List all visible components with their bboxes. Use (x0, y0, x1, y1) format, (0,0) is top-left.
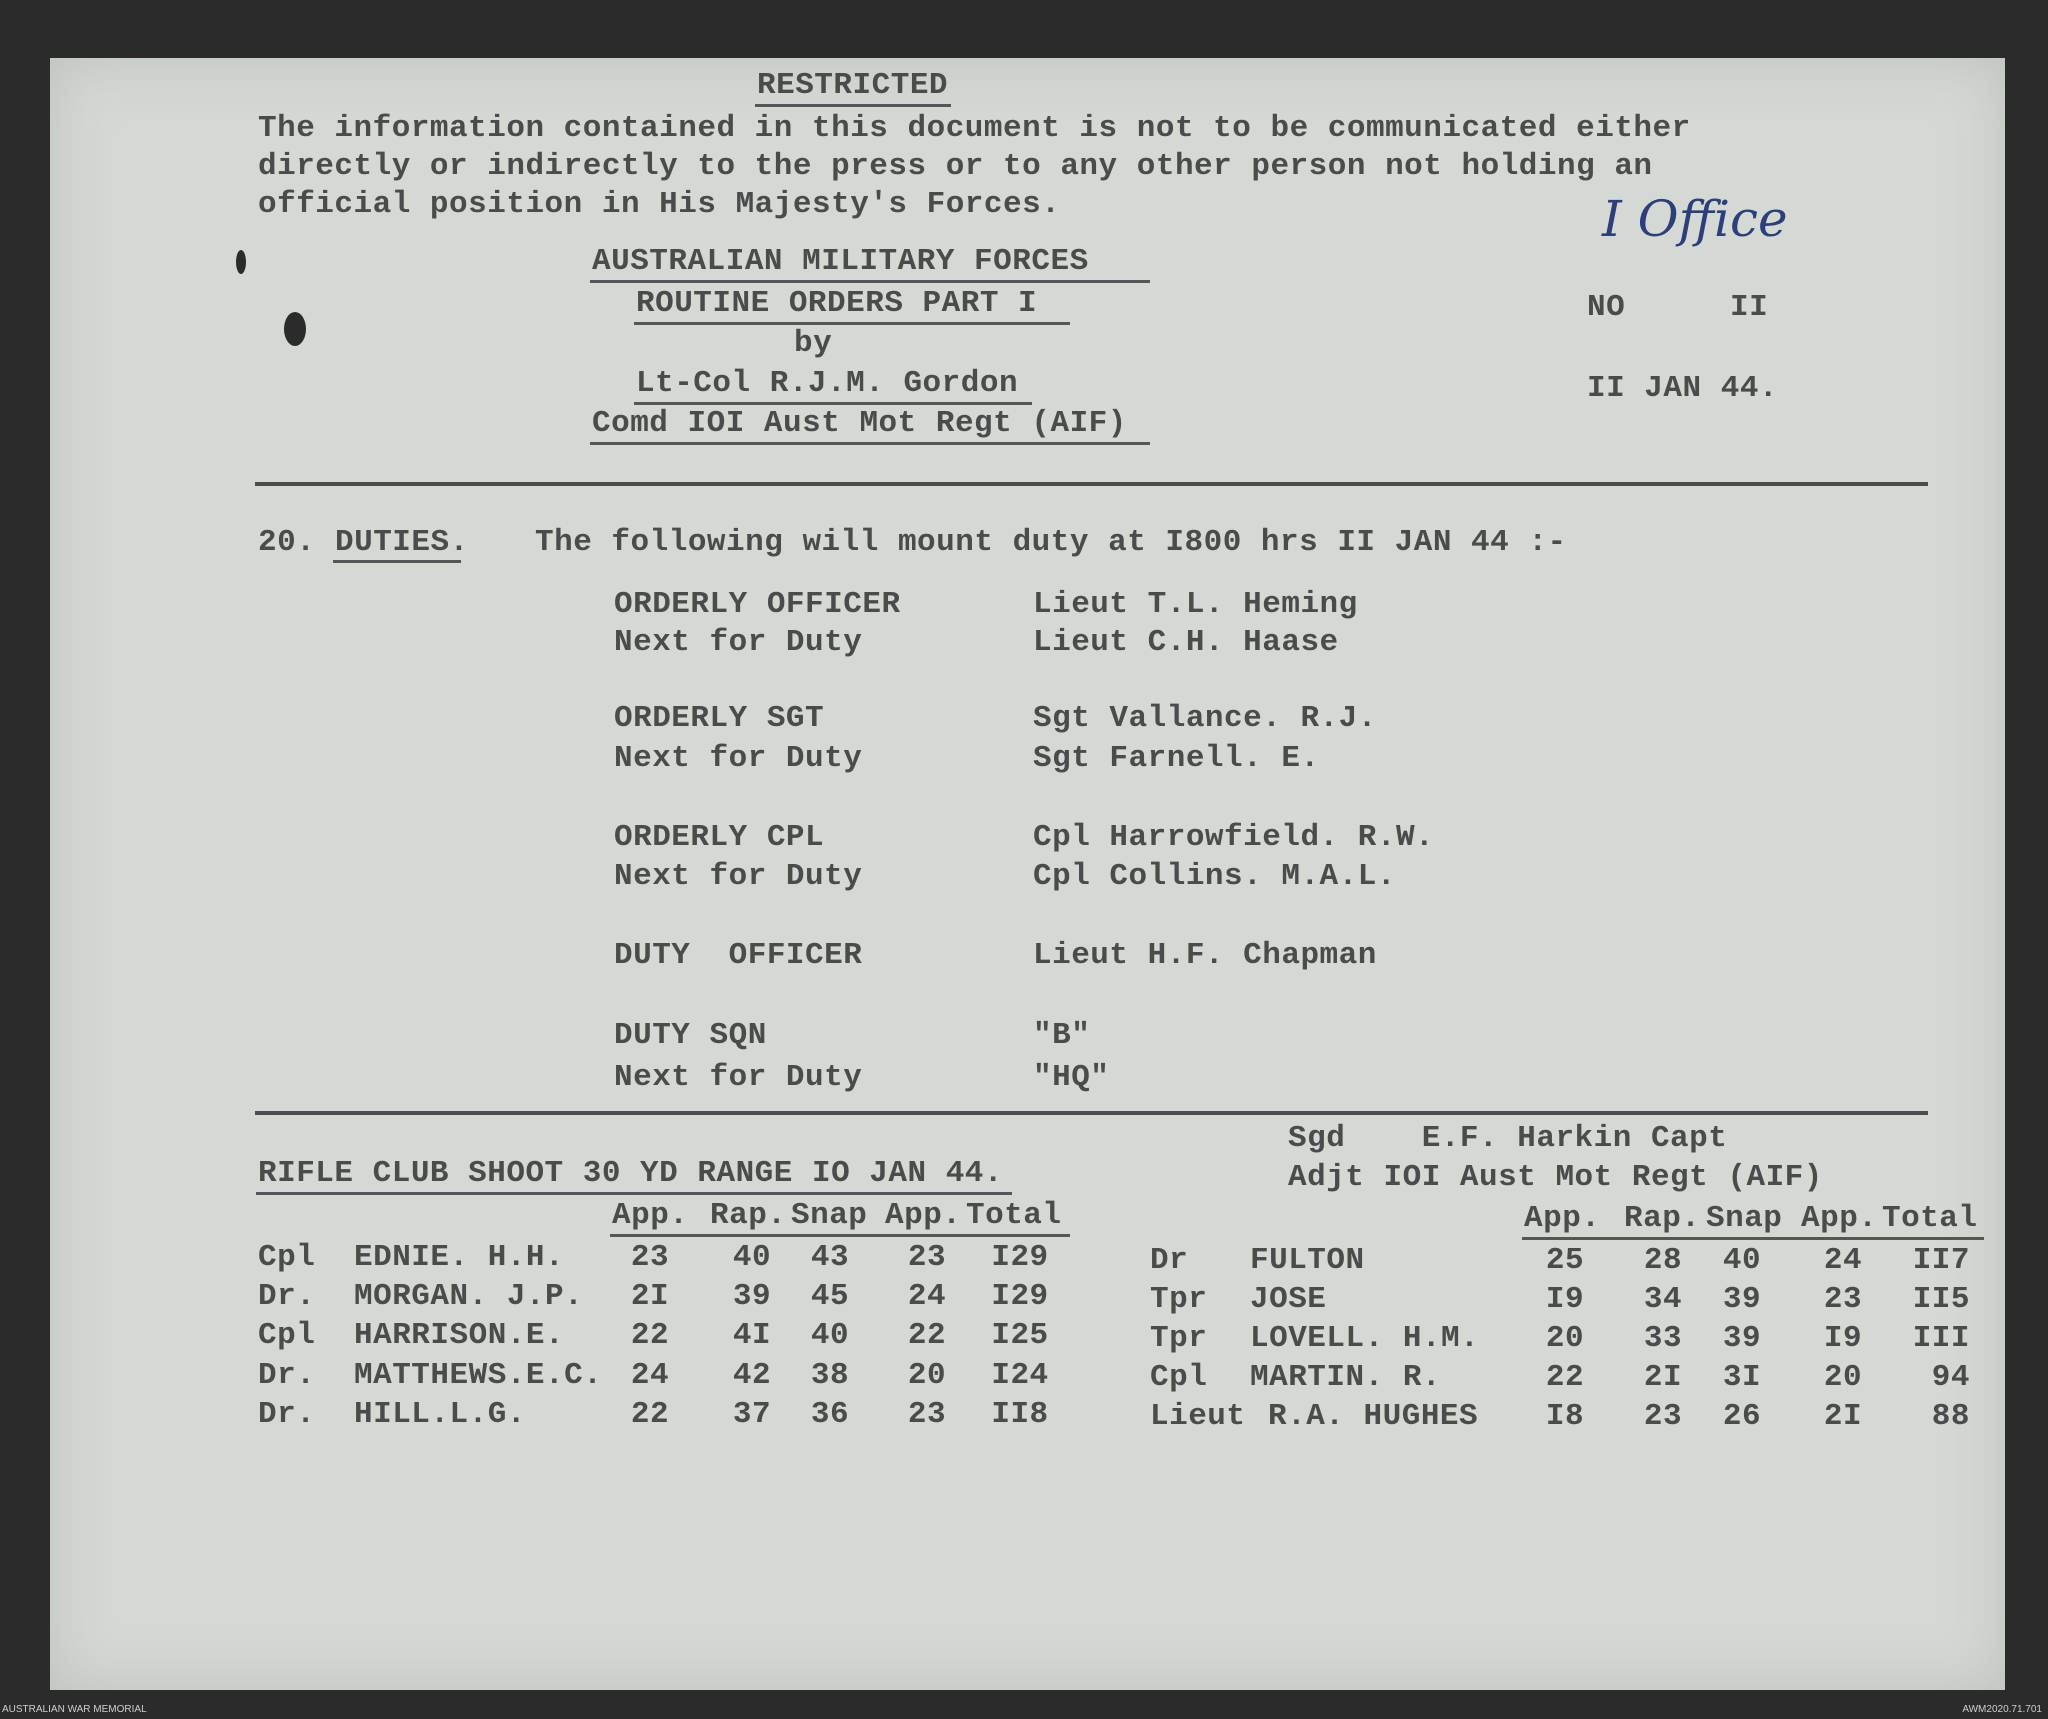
shooter-rank: Dr. (258, 1279, 316, 1314)
duty-role: Next for Duty (614, 1060, 863, 1095)
shooter-rank: Cpl (258, 1240, 316, 1275)
score-snap: 40 (810, 1318, 850, 1353)
notice-line-2: directly or indirectly to the press or to any other person not holding an (258, 149, 1653, 184)
order-date: II JAN 44. (1587, 371, 1779, 406)
score-app2: 24 (1823, 1243, 1863, 1278)
signature-line-1: Sgd E.F. Harkin Capt (1288, 1121, 1728, 1156)
shooter-rank: Cpl (1150, 1360, 1208, 1395)
score-rap: 4I (732, 1318, 772, 1353)
score-rap: 2I (1643, 1360, 1683, 1395)
rifle-column-header: Total (966, 1198, 1062, 1233)
rifle-heading-underline (256, 1192, 1012, 1195)
score-snap: 36 (810, 1397, 850, 1432)
duties-number: 20. (258, 525, 316, 560)
duties-heading: DUTIES. (335, 525, 469, 560)
punch-hole (236, 250, 246, 274)
duties-intro: The following will mount duty at I800 hrs II JAN 44 :- (535, 525, 1567, 560)
score-app: 23 (630, 1240, 670, 1275)
score-snap: 39 (1722, 1321, 1762, 1356)
shooter-rank: Tpr (1150, 1321, 1208, 1356)
duty-role: DUTY SQN (614, 1018, 767, 1053)
score-total: 88 (1931, 1399, 1970, 1434)
shooter-name: MORGAN. J.P. (354, 1279, 584, 1314)
score-rap: 37 (732, 1397, 772, 1432)
duty-role: ORDERLY CPL (614, 820, 825, 855)
duty-name: Cpl Harrowfield. R.W. (1033, 820, 1435, 855)
score-app2: 23 (1823, 1282, 1863, 1317)
score-rap: 40 (732, 1240, 772, 1275)
divider-top (255, 482, 1928, 486)
score-total: II8 (991, 1397, 1049, 1432)
shooter-rank: Dr. (258, 1358, 316, 1393)
score-total: 94 (1931, 1360, 1970, 1395)
signature-line-2: Adjt IOI Aust Mot Regt (AIF) (1288, 1160, 1823, 1195)
score-app: 25 (1545, 1243, 1585, 1278)
shooter-name: JOSE (1250, 1282, 1327, 1317)
shooter-name: MATTHEWS.E.C. (354, 1358, 603, 1393)
duty-role: ORDERLY SGT (614, 701, 825, 736)
score-app: 20 (1545, 1321, 1585, 1356)
shooter-name: LOVELL. H.M. (1250, 1321, 1480, 1356)
duty-name: Sgt Farnell. E. (1033, 741, 1320, 776)
shooter-name: EDNIE. H.H. (354, 1240, 565, 1275)
title-line-2: ROUTINE ORDERS PART I (636, 286, 1038, 321)
score-rap: 34 (1643, 1282, 1683, 1317)
shooter-rank: Cpl (258, 1318, 316, 1353)
score-total: I29 (991, 1279, 1049, 1314)
notice-line-1: The information contained in this document is not to be communicated either (258, 111, 1691, 146)
duty-role: ORDERLY OFFICER (614, 587, 901, 622)
title-line-3: by (794, 326, 833, 361)
punch-hole (284, 312, 306, 346)
title-line-4: Lt-Col R.J.M. Gordon (636, 366, 1019, 401)
score-app2: 24 (907, 1279, 947, 1314)
shooter-rank: Tpr (1150, 1282, 1208, 1317)
footer-institution: AUSTRALIAN WAR MEMORIAL (2, 1704, 147, 1715)
score-rap: 42 (732, 1358, 772, 1393)
score-app2: 2I (1823, 1399, 1863, 1434)
score-app2: 20 (1823, 1360, 1863, 1395)
duty-name: "HQ" (1033, 1060, 1110, 1095)
title-underline-2 (634, 322, 1070, 325)
order-no-value: II (1730, 290, 1769, 325)
restricted-underline (755, 104, 951, 107)
duty-role: Next for Duty (614, 625, 863, 660)
divider-bottom (255, 1111, 1928, 1115)
score-app: 22 (630, 1397, 670, 1432)
score-app2: 22 (907, 1318, 947, 1353)
rifle-column-header: App. (885, 1198, 962, 1233)
rifle-column-underline (610, 1234, 1070, 1237)
score-total: I25 (991, 1318, 1049, 1353)
title-underline-4 (634, 402, 1032, 405)
score-total: I29 (991, 1240, 1049, 1275)
rifle-column-header: Rap. (710, 1198, 787, 1233)
shooter-rank: Dr (1150, 1243, 1189, 1278)
score-rap: 39 (732, 1279, 772, 1314)
duty-role: Next for Duty (614, 741, 863, 776)
score-total: II5 (1912, 1282, 1970, 1317)
shooter-name: HILL.L.G. (354, 1397, 526, 1432)
score-snap: 38 (810, 1358, 850, 1393)
shooter-name: MARTIN. R. (1250, 1360, 1442, 1395)
shooter-name: R.A. HUGHES (1268, 1399, 1479, 1434)
score-rap: 33 (1643, 1321, 1683, 1356)
score-app: I8 (1545, 1399, 1585, 1434)
rifle-column-header: App. (1524, 1201, 1601, 1236)
duty-role: Next for Duty (614, 859, 863, 894)
score-snap: 40 (1722, 1243, 1762, 1278)
score-total: II7 (1912, 1243, 1970, 1278)
rifle-column-header: Snap (791, 1198, 868, 1233)
score-app2: 23 (907, 1397, 947, 1432)
score-app: 22 (630, 1318, 670, 1353)
title-line-5: Comd IOI Aust Mot Regt (AIF) (592, 406, 1127, 441)
score-snap: 26 (1722, 1399, 1762, 1434)
score-app: 24 (630, 1358, 670, 1393)
rifle-heading: RIFLE CLUB SHOOT 30 YD RANGE IO JAN 44. (258, 1156, 1004, 1191)
rifle-column-header: App. (1801, 1201, 1878, 1236)
score-app2: 20 (907, 1358, 947, 1393)
score-snap: 45 (810, 1279, 850, 1314)
order-no-label: NO (1587, 290, 1626, 325)
score-rap: 23 (1643, 1399, 1683, 1434)
title-underline-1 (590, 280, 1150, 283)
rifle-column-header: Snap (1706, 1201, 1783, 1236)
restricted-label: RESTRICTED (757, 68, 949, 103)
score-app2: 23 (907, 1240, 947, 1275)
shooter-rank: Dr. (258, 1397, 316, 1432)
shooter-name: HARRISON.E. (354, 1318, 565, 1353)
duty-name: Lieut T.L. Heming (1033, 587, 1358, 622)
score-snap: 3I (1722, 1360, 1762, 1395)
title-line-1: AUSTRALIAN MILITARY FORCES (592, 244, 1089, 279)
score-app: 22 (1545, 1360, 1585, 1395)
handwritten-note: I Office (1602, 190, 1788, 248)
shooter-name: FULTON (1250, 1243, 1365, 1278)
score-app2: I9 (1823, 1321, 1863, 1356)
duty-name: Cpl Collins. M.A.L. (1033, 859, 1396, 894)
duty-name: Lieut H.F. Chapman (1033, 938, 1377, 973)
score-total: III (1912, 1321, 1970, 1356)
duties-heading-underline (333, 560, 461, 563)
rifle-column-header: App. (612, 1198, 689, 1233)
rifle-column-header: Total (1882, 1201, 1978, 1236)
title-underline-5 (590, 442, 1150, 445)
score-app: I9 (1545, 1282, 1585, 1317)
shooter-rank: Lieut (1150, 1399, 1246, 1434)
score-rap: 28 (1643, 1243, 1683, 1278)
rifle-column-header: Rap. (1624, 1201, 1701, 1236)
footer-accession: AWM2020.71.701 (1962, 1704, 2042, 1715)
score-app: 2I (630, 1279, 670, 1314)
duty-role: DUTY OFFICER (614, 938, 863, 973)
duty-name: Sgt Vallance. R.J. (1033, 701, 1377, 736)
score-snap: 43 (810, 1240, 850, 1275)
notice-line-3: official position in His Majesty's Forces. (258, 187, 1061, 222)
rifle-column-underline (1522, 1237, 1984, 1240)
score-snap: 39 (1722, 1282, 1762, 1317)
duty-name: "B" (1033, 1018, 1091, 1053)
duty-name: Lieut C.H. Haase (1033, 625, 1339, 660)
score-total: I24 (991, 1358, 1049, 1393)
